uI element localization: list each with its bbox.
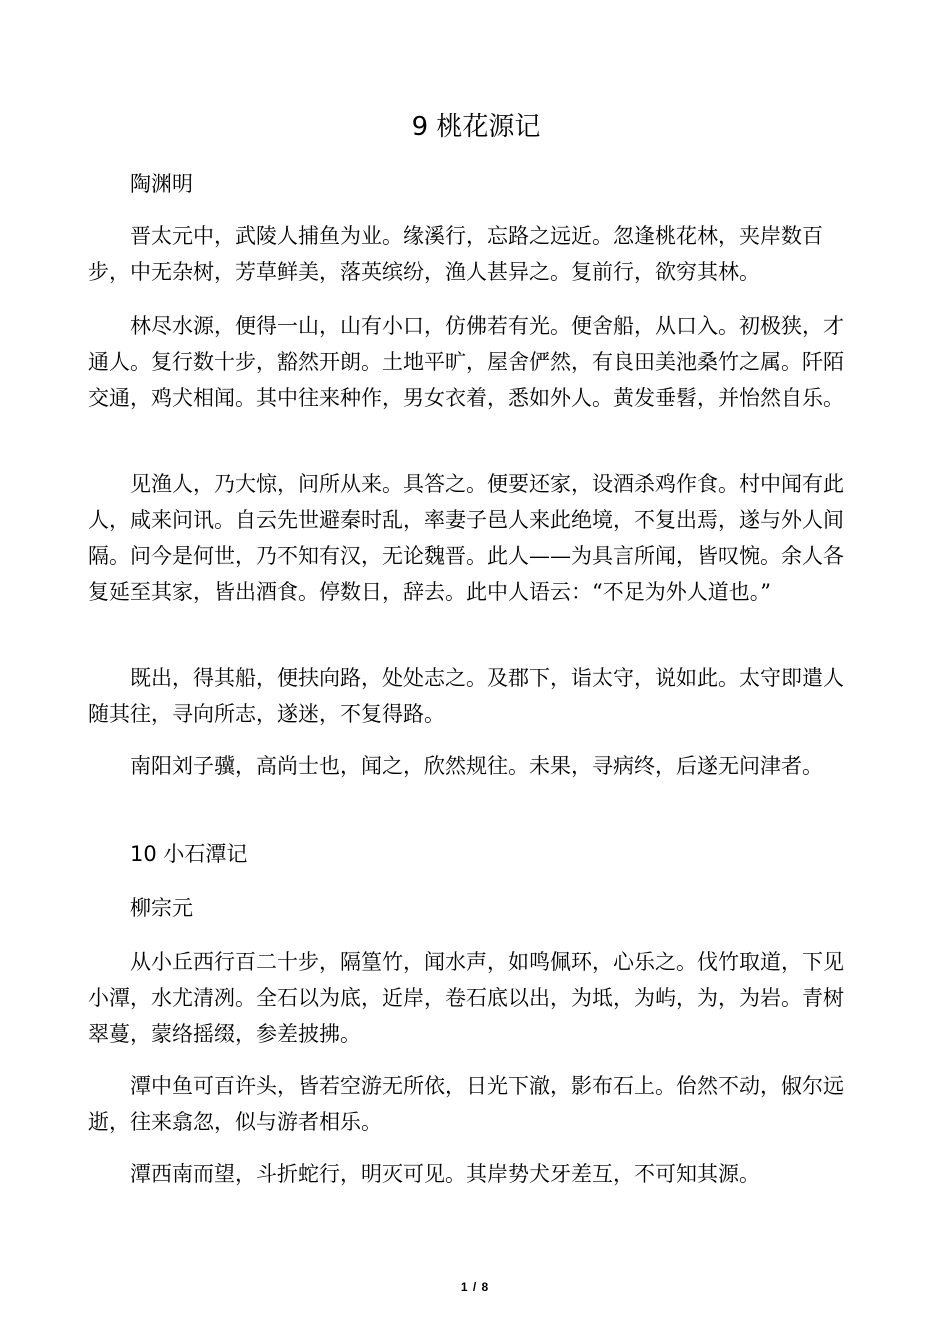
- paragraph: 见渔人，乃大惊，问所从来。具答之。便要还家，设酒杀鸡作食。村中闻有此人，咸来问讯。自云先世避秦时乱，率妻子邑人来此绝境，不复出焉，遂与外人间隔。问今是何世，乃不知有汉，无论魏晋。此人——为具言所闻，皆叹惋。余人各复延至其家，皆出酒食。停数日，辞去。此中人语云：“不足为外人道也。”: [88, 472, 844, 604]
- paragraph: 林尽水源，便得一山，山有小口，仿佛若有光。便舍船，从口入。初极狭，才通人。复行数十步，豁然开朗。土地平旷，屋舍俨然，有良田美池桑竹之属。阡陌交通，鸡犬相闻。其中往来种作，男女衣着，悉如外人。黄发垂髫，并怡然自乐。: [88, 314, 844, 410]
- paragraph: 南阳刘子骥，高尚士也，闻之，欣然规往。未果，寻病终，后遂无问津者。: [130, 754, 823, 778]
- section-title: 10 小石潭记: [130, 842, 248, 866]
- author-name: 柳宗元: [130, 896, 193, 920]
- paragraph: 潭中鱼可百许头，皆若空游无所依，日光下澈，影布石上。佁然不动，俶尔远逝，往来翕忽，似与游者相乐。: [88, 1074, 844, 1134]
- paragraph: 从小丘西行百二十步，隔篁竹，闻水声，如鸣佩环，心乐之。伐竹取道，下见小潭，水尤清冽。全石以为底，近岸，卷石底以出，为坻，为屿，为，为岩。青树翠蔓，蒙络摇缀，参差披拂。: [88, 950, 844, 1046]
- paragraph: 潭西南而望，斗折蛇行，明灭可见。其岸势犬牙差互，不可知其源。: [130, 1162, 760, 1186]
- page-number: 1 / 8: [460, 1280, 490, 1294]
- author-name: 陶渊明: [130, 172, 193, 196]
- page-title: 9 桃花源记: [411, 112, 541, 142]
- paragraph: 既出，得其船，便扶向路，处处志之。及郡下，诣太守，说如此。太守即遣人随其往，寻向所志，遂迷，不复得路。: [88, 666, 844, 726]
- paragraph: 晋太元中，武陵人捕鱼为业。缘溪行，忘路之远近。忽逢桃花林，夹岸数百步，中无杂树，芳草鲜美，落英缤纷，渔人甚异之。复前行，欲穷其林。: [88, 224, 823, 284]
